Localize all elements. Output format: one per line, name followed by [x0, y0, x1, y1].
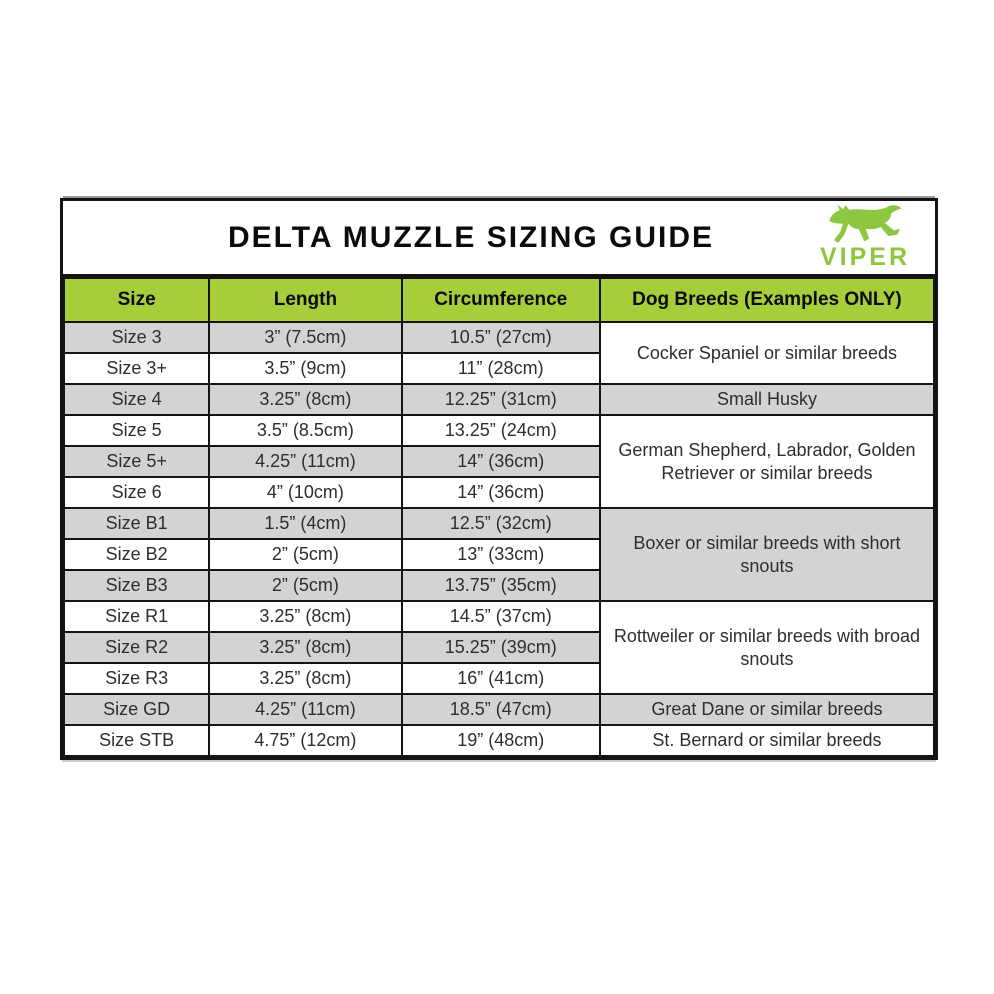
breed-cell: Rottweiler or similar breeds with broad snouts	[600, 601, 934, 694]
size-cell: Size 6	[64, 477, 209, 508]
length-cell: 3” (7.5cm)	[209, 322, 401, 353]
circumference-cell: 13.75” (35cm)	[402, 570, 600, 601]
size-cell: Size STB	[64, 725, 209, 756]
size-cell: Size R2	[64, 632, 209, 663]
length-cell: 4.75” (12cm)	[209, 725, 401, 756]
table-row	[64, 601, 934, 632]
length-cell: 3.5” (9cm)	[209, 353, 401, 384]
length-cell: 4.25” (11cm)	[209, 446, 401, 477]
circumference-cell: 19” (48cm)	[402, 725, 600, 756]
circumference-cell: 16” (41cm)	[402, 663, 600, 694]
breed-cell: St. Bernard or similar breeds	[600, 725, 934, 756]
size-cell: Size 4	[64, 384, 209, 415]
breed-cell: Small Husky	[600, 384, 934, 415]
sizing-table-body	[64, 322, 934, 756]
sizing-guide-card	[60, 198, 938, 760]
circumference-cell: 13” (33cm)	[402, 539, 600, 570]
length-cell: 4” (10cm)	[209, 477, 401, 508]
length-cell: 3.25” (8cm)	[209, 663, 401, 694]
length-cell: 4.25” (11cm)	[209, 694, 401, 725]
circumference-cell: 10.5” (27cm)	[402, 322, 600, 353]
length-cell: 3.25” (8cm)	[209, 384, 401, 415]
size-cell: Size 3	[64, 322, 209, 353]
size-cell: Size 3+	[64, 353, 209, 384]
size-cell: Size GD	[64, 694, 209, 725]
size-cell: Size R3	[64, 663, 209, 694]
circumference-cell: 18.5” (47cm)	[402, 694, 600, 725]
table-row	[64, 322, 934, 353]
circumference-cell: 15.25” (39cm)	[402, 632, 600, 663]
circumference-cell: 11” (28cm)	[402, 353, 600, 384]
circumference-cell: 13.25” (24cm)	[402, 415, 600, 446]
col-header-dog-breeds: Dog Breeds (Examples ONLY)	[600, 278, 934, 322]
size-cell: Size R1	[64, 601, 209, 632]
table-row	[64, 415, 934, 446]
length-cell: 3.5” (8.5cm)	[209, 415, 401, 446]
brand-name: VIPER	[819, 243, 911, 271]
table-row	[64, 725, 934, 756]
circumference-cell: 14.5” (37cm)	[402, 601, 600, 632]
breed-cell: Great Dane or similar breeds	[600, 694, 934, 725]
sizing-table	[63, 277, 935, 757]
length-cell: 3.25” (8cm)	[209, 601, 401, 632]
viper-logo	[803, 203, 927, 275]
length-cell: 2” (5cm)	[209, 539, 401, 570]
length-cell: 3.25” (8cm)	[209, 632, 401, 663]
size-cell: Size B2	[64, 539, 209, 570]
size-cell: Size B3	[64, 570, 209, 601]
size-cell: Size 5	[64, 415, 209, 446]
title-band	[63, 201, 935, 277]
col-header-circumference: Circumference	[402, 278, 600, 322]
size-cell: Size B1	[64, 508, 209, 539]
leaping-dog-icon	[815, 203, 915, 247]
circumference-cell: 14” (36cm)	[402, 446, 600, 477]
table-row	[64, 384, 934, 415]
length-cell: 1.5” (4cm)	[209, 508, 401, 539]
length-cell: 2” (5cm)	[209, 570, 401, 601]
col-header-length: Length	[209, 278, 401, 322]
breed-cell: German Shepherd, Labrador, Golden Retriever or similar breeds	[600, 415, 934, 508]
size-cell: Size 5+	[64, 446, 209, 477]
circumference-cell: 14” (36cm)	[402, 477, 600, 508]
circumference-cell: 12.25” (31cm)	[402, 384, 600, 415]
table-row	[64, 694, 934, 725]
col-header-size: Size	[64, 278, 209, 322]
header-row	[64, 278, 934, 322]
table-row	[64, 508, 934, 539]
breed-cell: Boxer or similar breeds with short snouts	[600, 508, 934, 601]
breed-cell: Cocker Spaniel or similar breeds	[600, 322, 934, 384]
circumference-cell: 12.5” (32cm)	[402, 508, 600, 539]
page-title: DELTA MUZZLE SIZING GUIDE	[227, 220, 715, 254]
